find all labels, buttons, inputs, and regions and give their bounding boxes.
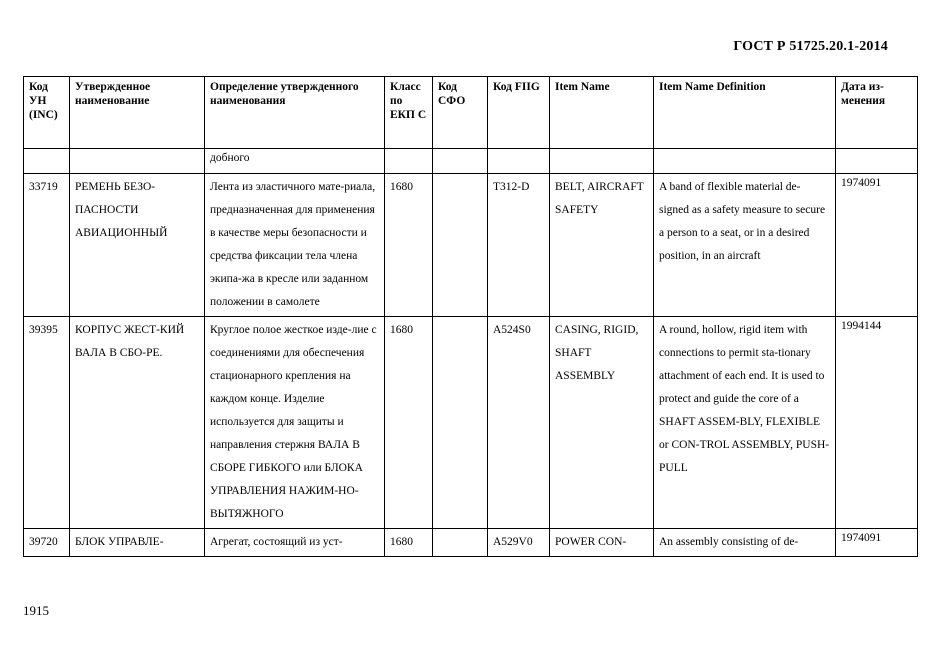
sfo-cell	[433, 174, 488, 317]
item-def-cell: A band of flexible material de-signed as a safety measure to secure a person to a seat, or in a desired position, in an aircraft	[654, 174, 836, 317]
date-cell: 1974091	[836, 174, 918, 317]
fiig-cell: A524S0	[488, 317, 550, 529]
continuation-definition: добного	[205, 149, 385, 174]
page-number: 1915	[23, 603, 49, 618]
col-header-fiig: Код FIIG	[488, 77, 550, 149]
name-cell: КОРПУС ЖЕСТ-КИЙ ВАЛА В СБО-РЕ.	[70, 317, 205, 529]
fiig-cell: T312-D	[488, 174, 550, 317]
cell	[550, 149, 654, 174]
sfo-cell	[433, 529, 488, 557]
cell	[70, 149, 205, 174]
col-header-item-name: Item Name	[550, 77, 654, 149]
fiig-cell: A529V0	[488, 529, 550, 557]
col-header-date: Дата из-менения	[836, 77, 918, 149]
table-row	[24, 174, 918, 317]
class-cell: 1680	[385, 529, 433, 557]
cell	[654, 149, 836, 174]
class-cell: 1680	[385, 317, 433, 529]
cell	[433, 149, 488, 174]
inc-cell: 33719	[24, 174, 70, 317]
col-header-definition: Определение утвержденного наименования	[205, 77, 385, 149]
definition-cell: Агрегат, состоящий из уст-	[205, 529, 385, 557]
table-header-row	[24, 77, 918, 149]
col-header-class: Класс по ЕКП С	[385, 77, 433, 149]
date-cell: 1994144	[836, 317, 918, 529]
definition-cell: Круглое полое жесткое изде-лие с соединениями для обеспечения стационарного крепления на каждом конце. Изделие используется для защиты и направления стержня ВАЛА В СБОРЕ ГИБКОГО или БЛОКА УПРАВЛЕНИЯ НАЖИМ-НО-ВЫТЯЖНОГО	[205, 317, 385, 529]
class-cell: 1680	[385, 174, 433, 317]
document-code: ГОСТ Р 51725.20.1-2014	[733, 39, 888, 54]
name-cell: БЛОК УПРАВЛЕ-	[70, 529, 205, 557]
item-name-cell: CASING, RIGID, SHAFT ASSEMBLY	[550, 317, 654, 529]
name-cell: РЕМЕНЬ БЕЗО-ПАСНОСТИ АВИАЦИОННЫЙ	[70, 174, 205, 317]
col-header-name: Утвержденное наименование	[70, 77, 205, 149]
cell	[385, 149, 433, 174]
item-name-cell: POWER CON-	[550, 529, 654, 557]
col-header-item-def: Item Name Definition	[654, 77, 836, 149]
item-def-cell: An assembly consisting of de-	[654, 529, 836, 557]
item-name-cell: BELT, AIRCRAFT SAFETY	[550, 174, 654, 317]
cell	[24, 149, 70, 174]
date-cell: 1974091	[836, 529, 918, 557]
col-header-inc: Код УН (INC)	[24, 77, 70, 149]
cell	[836, 149, 918, 174]
catalog-table	[23, 76, 918, 557]
table-row	[24, 317, 918, 529]
continuation-row	[24, 149, 918, 174]
sfo-cell	[433, 317, 488, 529]
inc-cell: 39720	[24, 529, 70, 557]
inc-cell: 39395	[24, 317, 70, 529]
definition-cell: Лента из эластичного мате-риала, предназначенная для применения в качестве меры безопасности и средства фиксации тела члена экипа-жа в кресле или заданном положении в самолете	[205, 174, 385, 317]
cell	[488, 149, 550, 174]
table-row	[24, 529, 918, 557]
col-header-sfo: Код СФО	[433, 77, 488, 149]
item-def-cell: A round, hollow, rigid item with connections to permit sta-tionary attachment of each end. It is used to protect and guide the core of a SHAFT ASSEM-BLY, FLEXIBLE or CON-TROL ASSEMBLY, PUSH-PULL	[654, 317, 836, 529]
